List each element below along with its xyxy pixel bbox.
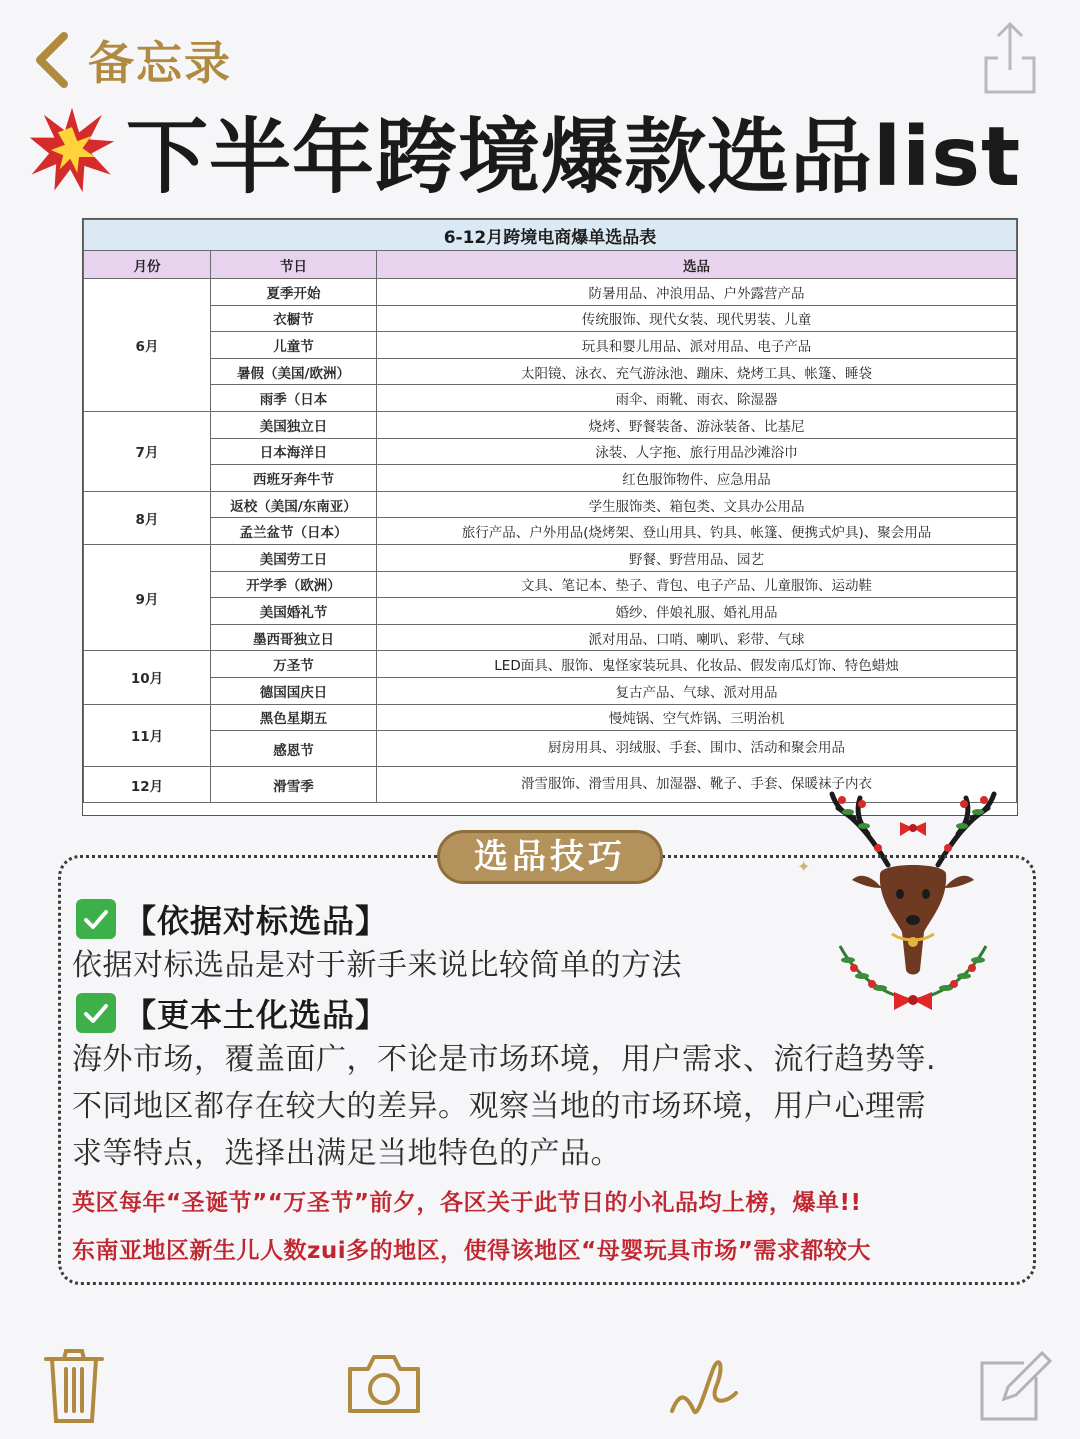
camera-icon[interactable]	[344, 1345, 424, 1425]
products-cell: 玩具和婴儿用品、派对用品、电子产品	[377, 332, 1017, 359]
highlight-note: 东南亚地区新生儿人数zui多的地区，使得该地区“母婴玩具市场”需求都较大	[72, 1238, 871, 1264]
table-row	[84, 411, 1017, 438]
table-row	[84, 571, 1017, 598]
sparkle-icon: ✦	[797, 857, 811, 876]
products-cell: 太阳镜、泳衣、充气游泳池、蹦床、烧烤工具、帐篷、睡袋	[377, 358, 1017, 385]
scribble-icon[interactable]	[664, 1345, 744, 1425]
month-cell: 12月	[84, 767, 211, 803]
products-cell: 滑雪服饰、滑雪用具、加湿器、靴子、手套、保暖袜子内衣	[377, 767, 1017, 803]
festival-cell: 返校（美国/东南亚）	[211, 491, 377, 518]
festival-cell: 感恩节	[211, 731, 377, 767]
table-header-products: 选品	[377, 251, 1017, 279]
table-row	[84, 731, 1017, 767]
tip-body-line: 海外市场，覆盖面广，不论是市场环境，用户需求、流行趋势等.	[72, 1042, 937, 1077]
products-cell: 泳装、人字拖、旅行用品沙滩浴巾	[377, 438, 1017, 465]
products-cell: 防暑用品、冲浪用品、户外露营产品	[377, 279, 1017, 306]
table-row	[84, 465, 1017, 492]
products-cell: 文具、笔记本、垫子、背包、电子产品、儿童服饰、运动鞋	[377, 571, 1017, 598]
products-cell: 婚纱、伴娘礼服、婚礼用品	[377, 598, 1017, 625]
products-cell: 学生服饰类、箱包类、文具办公用品	[377, 491, 1017, 518]
back-label: 备忘录	[88, 36, 232, 90]
check-icon	[76, 899, 116, 939]
festival-cell: 滑雪季	[211, 767, 377, 803]
festival-cell: 西班牙奔牛节	[211, 465, 377, 492]
explosion-icon	[28, 106, 116, 194]
chevron-left-icon	[30, 30, 74, 90]
table-row	[84, 598, 1017, 625]
festival-cell: 美国劳工日	[211, 544, 377, 571]
tip-body: 依据对标选品是对于新手来说比较简单的方法	[72, 948, 682, 983]
table-row	[84, 385, 1017, 412]
table-row	[84, 624, 1017, 651]
table-row	[84, 491, 1017, 518]
products-cell: 复古产品、气球、派对用品	[377, 677, 1017, 704]
tip-body-line: 求等特点，选择出满足当地特色的产品。	[72, 1136, 621, 1171]
month-cell: 11月	[84, 704, 211, 767]
month-cell: 6月	[84, 279, 211, 412]
products-cell: 雨伞、雨靴、雨衣、除湿器	[377, 385, 1017, 412]
festival-cell: 夏季开始	[211, 279, 377, 306]
festival-cell: 儿童节	[211, 332, 377, 359]
festival-cell: 衣橱节	[211, 305, 377, 332]
products-cell: 厨房用具、羽绒服、手套、围巾、活动和聚会用品	[377, 731, 1017, 767]
table-row	[84, 305, 1017, 332]
table-row	[84, 358, 1017, 385]
tip-body-line: 不同地区都存在较大的差异。观察当地的市场环境，用户心理需	[72, 1089, 926, 1124]
highlight-note: 英区每年“圣诞节”“万圣节”前夕，各区关于此节日的小礼品均上榜，爆单!!	[72, 1190, 862, 1216]
table-header-festival: 节日	[211, 251, 377, 279]
products-cell: 传统服饰、现代女装、现代男装、儿童	[377, 305, 1017, 332]
festival-cell: 美国独立日	[211, 411, 377, 438]
festival-cell: 万圣节	[211, 651, 377, 678]
table-title: 6-12月跨境电商爆单选品表	[84, 220, 1017, 251]
month-cell: 10月	[84, 651, 211, 704]
products-cell: 烧烤、野餐装备、游泳装备、比基尼	[377, 411, 1017, 438]
festival-cell: 黑色星期五	[211, 704, 377, 731]
tip-heading-localization	[76, 990, 388, 1036]
month-cell: 8月	[84, 491, 211, 544]
table-row	[84, 677, 1017, 704]
festival-cell: 美国婚礼节	[211, 598, 377, 625]
month-cell: 9月	[84, 544, 211, 650]
tip-heading-benchmark	[76, 896, 388, 942]
note-headline	[28, 102, 1022, 205]
products-cell: 派对用品、口哨、喇叭、彩带、气球	[377, 624, 1017, 651]
festival-cell: 雨季（日本	[211, 385, 377, 412]
table-header-month: 月份	[84, 251, 211, 279]
month-cell: 7月	[84, 411, 211, 491]
festival-cell: 日本海洋日	[211, 438, 377, 465]
compose-icon[interactable]	[974, 1345, 1054, 1425]
tips-badge: 选品技巧	[437, 830, 663, 884]
festival-cell: 墨西哥独立日	[211, 624, 377, 651]
table-row	[84, 544, 1017, 571]
products-cell: 野餐、野营用品、园艺	[377, 544, 1017, 571]
headline-title: 下半年跨境爆款选品list	[126, 109, 1022, 205]
table-row	[84, 438, 1017, 465]
table-row	[84, 332, 1017, 359]
products-cell: LED面具、服饰、鬼怪家装玩具、化妆品、假发南瓜灯饰、特色蜡烛	[377, 651, 1017, 678]
tip-title: 【更本土化选品】	[124, 996, 389, 1034]
table-row	[84, 518, 1017, 545]
festival-cell: 暑假（美国/欧洲）	[211, 358, 377, 385]
table-row	[84, 651, 1017, 678]
check-icon	[76, 993, 116, 1033]
products-cell: 红色服饰物件、应急用品	[377, 465, 1017, 492]
festival-cell: 孟兰盆节（日本）	[211, 518, 377, 545]
tip-title: 【依据对标选品】	[124, 902, 389, 940]
back-button[interactable]	[30, 30, 232, 90]
table-row	[84, 704, 1017, 731]
share-icon[interactable]	[980, 18, 1040, 98]
trash-icon[interactable]	[34, 1345, 114, 1425]
products-cell: 慢炖锅、空气炸锅、三明治机	[377, 704, 1017, 731]
festival-cell: 德国国庆日	[211, 677, 377, 704]
products-cell: 旅行产品、户外用品(烧烤架、登山用具、钓具、帐篷、便携式炉具)、聚会用品	[377, 518, 1017, 545]
product-selection-table	[82, 218, 1018, 816]
top-bar	[0, 0, 1080, 100]
table-row	[84, 279, 1017, 306]
festival-cell: 开学季（欧洲）	[211, 571, 377, 598]
